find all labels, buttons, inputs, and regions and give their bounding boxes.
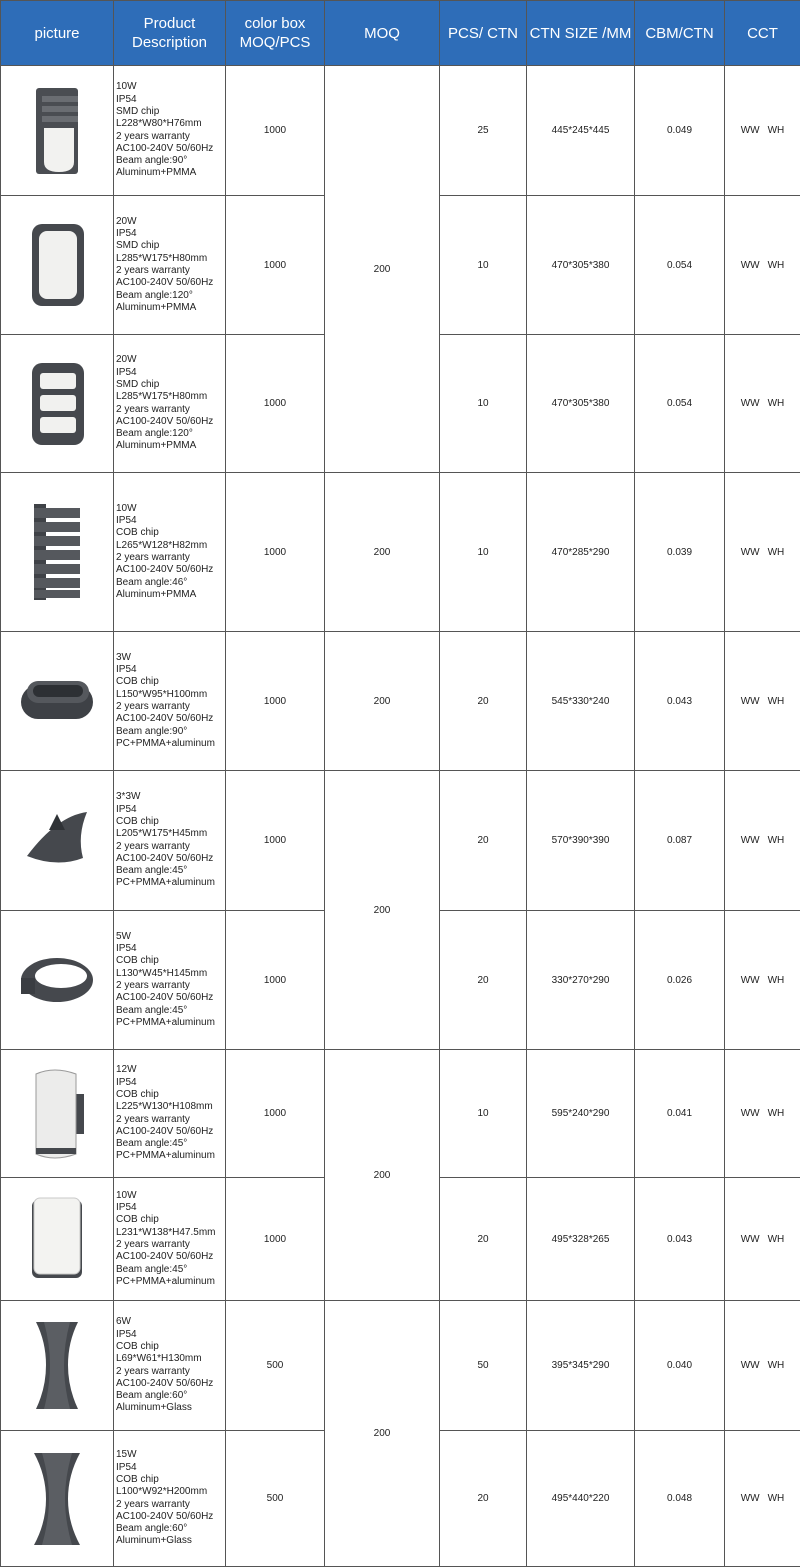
pcs-ctn-cell: 20 — [440, 1431, 527, 1567]
description-line: 2 years warranty — [116, 404, 225, 416]
pcs-ctn-cell: 10 — [440, 473, 527, 632]
cct-cell — [725, 771, 800, 911]
description-line: 6W — [116, 1316, 225, 1328]
description-line: Aluminum+PMMA — [116, 302, 225, 314]
table-row — [1, 473, 800, 632]
description-line: PC+PMMA+aluminum — [116, 1276, 225, 1288]
table-row — [1, 66, 800, 196]
description-line: L100*W92*H200mm — [116, 1486, 225, 1498]
cbm-ctn-cell: 0.043 — [635, 1178, 725, 1301]
cbm-ctn-cell: 0.054 — [635, 196, 725, 335]
header-color-box-moq: color box MOQ/PCS — [226, 1, 325, 66]
description-line: AC100-240V 50/60Hz — [116, 277, 225, 289]
cct-ww: WW — [741, 1108, 760, 1119]
pcs-ctn-cell: 10 — [440, 196, 527, 335]
color-box-moq-cell: 1000 — [226, 632, 325, 771]
header-picture: picture — [1, 1, 114, 66]
product-description — [114, 196, 226, 335]
description-line: PC+PMMA+aluminum — [116, 738, 225, 750]
cct-ww: WW — [741, 547, 760, 558]
cct-cell — [725, 335, 800, 473]
product-picture — [1, 1178, 114, 1301]
cct-ww: WW — [741, 125, 760, 136]
description-line: L285*W175*H80mm — [116, 391, 225, 403]
description-line: Beam angle:60° — [116, 1523, 225, 1535]
moq-cell: 200 — [325, 473, 440, 632]
ctn-size-cell: 495*328*265 — [527, 1178, 635, 1301]
description-line: 3*3W — [116, 791, 225, 803]
cbm-ctn-cell: 0.054 — [635, 335, 725, 473]
color-box-moq-cell: 1000 — [226, 1050, 325, 1178]
description-line: IP54 — [116, 804, 225, 816]
description-line: SMD chip — [116, 240, 225, 252]
cct-cell — [725, 1301, 800, 1431]
cct-wh: WH — [768, 1108, 785, 1119]
product-description — [114, 771, 226, 911]
cbm-ctn-cell: 0.026 — [635, 911, 725, 1050]
header-cbm-ctn: CBM/CTN — [635, 1, 725, 66]
description-line: 5W — [116, 931, 225, 943]
product-picture — [1, 771, 114, 911]
description-line: L265*W128*H82mm — [116, 540, 225, 552]
moq-cell: 200 — [325, 771, 440, 1050]
pcs-ctn-cell: 50 — [440, 1301, 527, 1431]
ctn-size-cell: 495*440*220 — [527, 1431, 635, 1567]
description-line: Aluminum+Glass — [116, 1402, 225, 1414]
description-line: SMD chip — [116, 106, 225, 118]
description-line: 2 years warranty — [116, 1366, 225, 1378]
cct-ww: WW — [741, 835, 760, 846]
description-line: AC100-240V 50/60Hz — [116, 416, 225, 428]
curved-shade-lamp-icon — [1, 1064, 113, 1164]
triangle-lamp-icon — [1, 806, 113, 876]
description-line: Beam angle:45° — [116, 865, 225, 877]
product-picture — [1, 196, 114, 335]
product-description — [114, 911, 226, 1050]
louvered-wall-lamp-icon — [1, 86, 113, 176]
description-line: IP54 — [116, 228, 225, 240]
description-line: COB chip — [116, 676, 225, 688]
description-line: AC100-240V 50/60Hz — [116, 853, 225, 865]
description-line: Beam angle:46° — [116, 577, 225, 589]
cct-ww: WW — [741, 260, 760, 271]
description-line: COB chip — [116, 816, 225, 828]
pcs-ctn-cell: 25 — [440, 66, 527, 196]
pcs-ctn-cell: 20 — [440, 771, 527, 911]
description-line: IP54 — [116, 94, 225, 106]
description-line: L150*W95*H100mm — [116, 689, 225, 701]
product-picture — [1, 1301, 114, 1431]
cct-wh: WH — [768, 1360, 785, 1371]
description-line: AC100-240V 50/60Hz — [116, 143, 225, 155]
product-description — [114, 1301, 226, 1431]
pcs-ctn-cell: 20 — [440, 1178, 527, 1301]
description-line: PC+PMMA+aluminum — [116, 1150, 225, 1162]
description-line: 2 years warranty — [116, 1499, 225, 1511]
cbm-ctn-cell: 0.039 — [635, 473, 725, 632]
description-line: IP54 — [116, 367, 225, 379]
description-line: L205*W175*H45mm — [116, 828, 225, 840]
up-down-wall-lamp-icon — [1, 1318, 113, 1413]
description-line: 3W — [116, 652, 225, 664]
cct-wh: WH — [768, 398, 785, 409]
description-line: SMD chip — [116, 379, 225, 391]
cct-cell — [725, 196, 800, 335]
cct-wh: WH — [768, 547, 785, 558]
color-box-moq-cell: 1000 — [226, 771, 325, 911]
ctn-size-cell: 470*305*380 — [527, 335, 635, 473]
slatted-wall-lamp-icon — [1, 502, 113, 602]
description-line: L130*W45*H145mm — [116, 968, 225, 980]
description-line: Aluminum+PMMA — [116, 589, 225, 601]
description-line: Beam angle:90° — [116, 155, 225, 167]
description-line: 2 years warranty — [116, 841, 225, 853]
description-line: 20W — [116, 354, 225, 366]
color-box-moq-cell: 500 — [226, 1301, 325, 1431]
description-line: 2 years warranty — [116, 1239, 225, 1251]
moq-cell: 200 — [325, 1301, 440, 1567]
description-line: L228*W80*H76mm — [116, 118, 225, 130]
grid-bulkhead-lamp-icon — [1, 359, 113, 449]
cct-cell — [725, 473, 800, 632]
product-description — [114, 1050, 226, 1178]
description-line: COB chip — [116, 955, 225, 967]
description-line: 12W — [116, 1064, 225, 1076]
square-panel-lamp-icon — [1, 1194, 113, 1284]
description-line: PC+PMMA+aluminum — [116, 877, 225, 889]
description-line: IP54 — [116, 515, 225, 527]
description-line: COB chip — [116, 1214, 225, 1226]
pcs-ctn-cell: 20 — [440, 632, 527, 771]
rounded-bulkhead-lamp-icon — [1, 220, 113, 310]
product-picture — [1, 1431, 114, 1567]
cct-ww: WW — [741, 975, 760, 986]
description-line: Beam angle:45° — [116, 1138, 225, 1150]
header-product-description: Product Description — [114, 1, 226, 66]
product-description — [114, 632, 226, 771]
description-line: AC100-240V 50/60Hz — [116, 1511, 225, 1523]
description-line: IP54 — [116, 664, 225, 676]
cbm-ctn-cell: 0.043 — [635, 632, 725, 771]
description-line: AC100-240V 50/60Hz — [116, 1378, 225, 1390]
description-line: IP54 — [116, 943, 225, 955]
moq-cell: 200 — [325, 66, 440, 473]
cct-wh: WH — [768, 125, 785, 136]
up-down-wall-lamp-large-icon — [1, 1449, 113, 1549]
ctn-size-cell: 470*285*290 — [527, 473, 635, 632]
description-line: Aluminum+Glass — [116, 1535, 225, 1547]
description-line: COB chip — [116, 1341, 225, 1353]
cct-ww: WW — [741, 398, 760, 409]
cct-cell — [725, 911, 800, 1050]
color-box-moq-cell: 500 — [226, 1431, 325, 1567]
cct-ww: WW — [741, 1234, 760, 1245]
cbm-ctn-cell: 0.087 — [635, 771, 725, 911]
round-ring-lamp-icon — [1, 950, 113, 1010]
product-picture — [1, 1050, 114, 1178]
description-line: L69*W61*H130mm — [116, 1353, 225, 1365]
description-line: 20W — [116, 216, 225, 228]
description-line: 2 years warranty — [116, 265, 225, 277]
description-line: AC100-240V 50/60Hz — [116, 713, 225, 725]
description-line: AC100-240V 50/60Hz — [116, 1251, 225, 1263]
product-description — [114, 1178, 226, 1301]
description-line: Beam angle:45° — [116, 1005, 225, 1017]
product-picture — [1, 632, 114, 771]
product-description — [114, 1431, 226, 1567]
description-line: Aluminum+PMMA — [116, 167, 225, 179]
description-line: COB chip — [116, 527, 225, 539]
color-box-moq-cell: 1000 — [226, 911, 325, 1050]
ctn-size-cell: 470*305*380 — [527, 196, 635, 335]
ctn-size-cell: 545*330*240 — [527, 632, 635, 771]
description-line: COB chip — [116, 1089, 225, 1101]
description-line: 2 years warranty — [116, 701, 225, 713]
cbm-ctn-cell: 0.048 — [635, 1431, 725, 1567]
description-line: 2 years warranty — [116, 1114, 225, 1126]
description-line: 10W — [116, 1190, 225, 1202]
cct-cell — [725, 1431, 800, 1567]
description-line: 10W — [116, 81, 225, 93]
description-line: 2 years warranty — [116, 980, 225, 992]
description-line: IP54 — [116, 1202, 225, 1214]
header-row — [1, 1, 800, 66]
description-line: IP54 — [116, 1462, 225, 1474]
cct-cell — [725, 1178, 800, 1301]
cct-wh: WH — [768, 696, 785, 707]
cct-cell — [725, 632, 800, 771]
color-box-moq-cell: 1000 — [226, 1178, 325, 1301]
description-line: Beam angle:90° — [116, 726, 225, 738]
moq-cell: 200 — [325, 632, 440, 771]
cct-wh: WH — [768, 260, 785, 271]
product-description — [114, 66, 226, 196]
cct-ww: WW — [741, 1360, 760, 1371]
description-line: Beam angle:45° — [116, 1264, 225, 1276]
description-line: Beam angle:120° — [116, 428, 225, 440]
description-line: AC100-240V 50/60Hz — [116, 564, 225, 576]
product-picture — [1, 911, 114, 1050]
product-picture — [1, 66, 114, 196]
color-box-moq-cell: 1000 — [226, 66, 325, 196]
oval-ring-lamp-icon — [1, 671, 113, 731]
cct-ww: WW — [741, 696, 760, 707]
product-description — [114, 335, 226, 473]
cbm-ctn-cell: 0.040 — [635, 1301, 725, 1431]
pcs-ctn-cell: 20 — [440, 911, 527, 1050]
description-line: Beam angle:60° — [116, 1390, 225, 1402]
product-description — [114, 473, 226, 632]
color-box-moq-cell: 1000 — [226, 196, 325, 335]
color-box-moq-cell: 1000 — [226, 335, 325, 473]
description-line: PC+PMMA+aluminum — [116, 1017, 225, 1029]
cct-wh: WH — [768, 1234, 785, 1245]
description-line: 2 years warranty — [116, 552, 225, 564]
description-line: IP54 — [116, 1077, 225, 1089]
ctn-size-cell: 395*345*290 — [527, 1301, 635, 1431]
color-box-moq-cell: 1000 — [226, 473, 325, 632]
description-line: L285*W175*H80mm — [116, 253, 225, 265]
ctn-size-cell: 570*390*390 — [527, 771, 635, 911]
header-pcs-ctn: PCS/ CTN — [440, 1, 527, 66]
cbm-ctn-cell: 0.049 — [635, 66, 725, 196]
ctn-size-cell: 330*270*290 — [527, 911, 635, 1050]
table-row — [1, 1301, 800, 1431]
description-line: 10W — [116, 503, 225, 515]
ctn-size-cell: 595*240*290 — [527, 1050, 635, 1178]
description-line: L225*W130*H108mm — [116, 1101, 225, 1113]
header-ctn-size: CTN SIZE /MM — [527, 1, 635, 66]
description-line: L231*W138*H47.5mm — [116, 1227, 225, 1239]
table-row — [1, 632, 800, 771]
cct-cell — [725, 66, 800, 196]
table-row — [1, 1050, 800, 1178]
description-line: COB chip — [116, 1474, 225, 1486]
table-row — [1, 771, 800, 911]
ctn-size-cell: 445*245*445 — [527, 66, 635, 196]
pcs-ctn-cell: 10 — [440, 335, 527, 473]
cct-cell — [725, 1050, 800, 1178]
product-picture — [1, 335, 114, 473]
cct-wh: WH — [768, 835, 785, 846]
description-line: 15W — [116, 1449, 225, 1461]
description-line: Aluminum+PMMA — [116, 440, 225, 452]
header-cct: CCT — [725, 1, 800, 66]
description-line: IP54 — [116, 1329, 225, 1341]
cbm-ctn-cell: 0.041 — [635, 1050, 725, 1178]
pcs-ctn-cell: 10 — [440, 1050, 527, 1178]
moq-cell: 200 — [325, 1050, 440, 1301]
product-picture — [1, 473, 114, 632]
cct-ww: WW — [741, 1493, 760, 1504]
description-line: 2 years warranty — [116, 131, 225, 143]
header-moq: MOQ — [325, 1, 440, 66]
cct-wh: WH — [768, 1493, 785, 1504]
cct-wh: WH — [768, 975, 785, 986]
description-line: AC100-240V 50/60Hz — [116, 992, 225, 1004]
description-line: Beam angle:120° — [116, 290, 225, 302]
description-line: AC100-240V 50/60Hz — [116, 1126, 225, 1138]
